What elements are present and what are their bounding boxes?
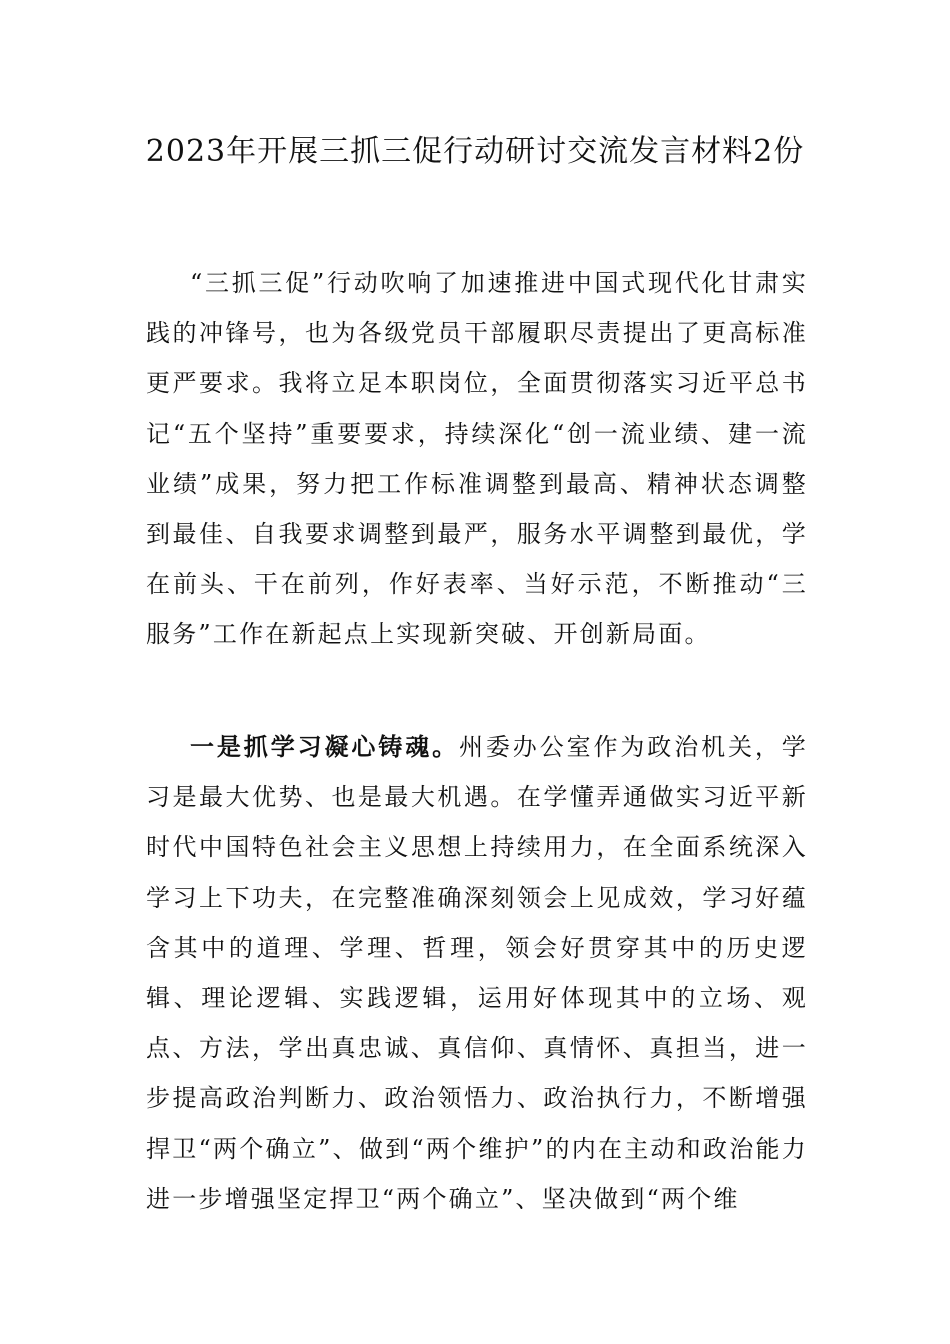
paragraph-study (146, 722, 808, 1224)
paragraph-intro (146, 258, 808, 660)
paragraph-study-text: 州委办公室作为政治机关，学习是最大优势、也是最大机遇。在学懂弄通做实习近平新时代中国特色社会主义思想上持续用力，在全面系统深入学习上下功夫，在完整准确深刻领会上见成效，学习好蕴含其中的道理、学理、哲理，领会好贯穿其中的历史逻辑、理论逻辑、实践逻辑，运用好体现其中的立场、观点、方法，学出真忠诚、真信仰、真情怀、真担当，进一步提高政治判断力、政治领悟力、政治执行力，不断增强捍卫“两个确立”、做到“两个维护”的内在主动和政治能力进一步增强坚定捍卫“两个确立”、坚决做到“两个维 (146, 733, 808, 1213)
document-title: 2023年开展三抓三促行动研讨交流发言材料2份 (145, 134, 805, 169)
paragraph-intro-text: “三抓三促”行动吹响了加速推进中国式现代化甘肃实践的冲锋号，也为各级党员干部履职尽责提出了更高标准更严要求。我将立足本职岗位，全面贯彻落实习近平总书记“五个坚持”重要要求，持续深化“创一流业绩、建一流业绩”成果，努力把工作标准调整到最高、精神状态调整到最佳、自我要求调整到最严，服务水平调整到最优，学在前头、干在前列，作好表率、当好示范，不断推动“三服务”工作在新起点上实现新突破、开创新局面。 (146, 269, 808, 649)
paragraph-study-heading: 一是抓学习凝心铸魂。 (190, 732, 459, 761)
